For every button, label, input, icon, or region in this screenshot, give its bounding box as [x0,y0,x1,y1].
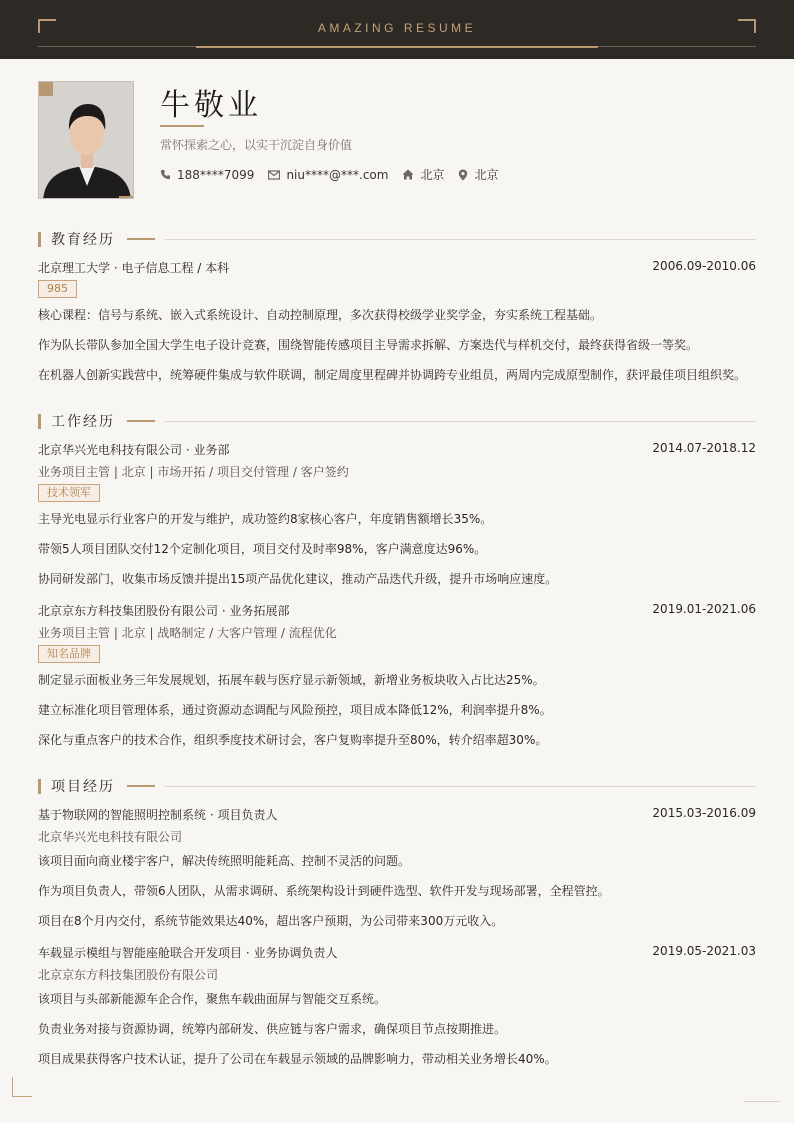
corner-ornament-bottom-left [12,1077,32,1097]
project-name: 基于物联网的智能照明控制系统 · 项目负责人 [38,808,278,822]
job-entry-header [38,602,756,619]
education-para: 核心课程：信号与系统、嵌入式系统设计、自动控制原理，多次获得校级学业奖学金，夯实系统工程基础。 [38,308,603,322]
email-text: niu****@***.com [286,167,389,182]
section-rule [165,239,756,240]
section-work [38,413,756,429]
job-para: 主导光电显示行业客户的开发与维护，成功签约8家核心客户，年度销售额增长35%。 [38,512,493,526]
project-para: 该项目面向商业楼宇客户，解决传统照明能耗高、控制不灵活的问题。 [38,854,411,868]
section-bar [38,779,41,794]
project-para: 负责业务对接与资源协调，统筹内部研发、供应链与客户需求，确保项目节点按期推进。 [38,1022,507,1036]
job-meta: 业务项目主管 | 北京 | 市场开拓 / 项目交付管理 / 客户签约 [38,465,349,479]
section-projects [38,778,756,794]
job-tag: 知名品牌 [38,645,100,663]
project-para: 作为项目负责人，带领6人团队，从需求调研、系统架构设计到硬件选型、软件开发与现场部署，全程管控。 [38,884,610,898]
job-date: 2014.07-2018.12 [652,441,756,455]
section-accent [127,238,155,240]
mail-icon [268,170,280,180]
job-entry-header [38,441,756,458]
job-company: 北京华兴光电科技有限公司 · 业务部 [38,443,230,457]
job-date: 2019.01-2021.06 [652,602,756,616]
photo-corner-accent [39,82,53,96]
job-para: 建立标准化项目管理体系，通过资源动态调配与风险预控，项目成本降低12%，利润率提升8%。 [38,703,552,717]
project-entry-header [38,944,756,961]
profile-photo [38,81,134,199]
corner-ornament-bottom-right [744,1101,780,1102]
avatar-portrait [39,82,134,199]
name-underline [160,125,204,127]
section-accent [127,420,155,422]
project-date: 2019.05-2021.03 [652,944,756,958]
header-title: AMAZING RESUME [317,21,477,35]
education-tag: 985 [38,280,77,298]
job-para: 深化与重点客户的技术合作，组织季度技术研讨会，客户复购率提升至80%，转介绍率超30%。 [38,733,548,747]
project-entry-header [38,806,756,823]
header-accent-line [196,46,598,48]
profile-slogan: 常怀探索之心，以实干沉淀自身价值 [160,138,353,152]
home-icon [402,169,414,180]
section-bar [38,414,41,429]
contact-home [402,166,444,183]
project-para: 项目成果获得客户技术认证，提升了公司在车载显示领域的品牌影响力，带动相关业务增长40%。 [38,1052,557,1066]
project-company: 北京华兴光电科技有限公司 [38,830,183,844]
project-company: 北京京东方科技集团股份有限公司 [38,968,219,982]
education-school: 北京理工大学 · 电子信息工程 / 本科 [38,261,230,275]
job-meta: 业务项目主管 | 北京 | 战略制定 / 大客户管理 / 流程优化 [38,626,337,640]
contact-email[interactable] [268,168,388,182]
phone-text: 188****7099 [177,167,255,182]
job-tag: 技术领军 [38,484,100,502]
section-title-work: 工作经历 [51,414,115,430]
project-date: 2015.03-2016.09 [652,806,756,820]
location-text: 北京 [474,168,499,182]
contact-phone[interactable] [160,168,254,182]
section-rule [165,786,756,787]
section-title-education: 教育经历 [51,232,115,248]
education-para: 作为队长带队参加全国大学生电子设计竞赛，围绕智能传感项目主导需求拆解、方案迭代与样机交付，最终获得省级一等奖。 [38,338,699,352]
section-bar [38,232,41,247]
job-para: 带领5人项目团队交付12个定制化项目，项目交付及时率98%，客户满意度达96%。 [38,542,487,556]
education-entry-header [38,259,756,276]
header-bar [0,0,794,59]
section-rule [165,421,756,422]
contact-list [160,166,512,183]
contact-location [458,166,498,183]
candidate-name: 牛敬业 [160,88,262,123]
photo-corner-accent-bottom [119,196,133,198]
section-accent [127,785,155,787]
project-para: 该项目与头部新能源车企合作，聚焦车载曲面屏与智能交互系统。 [38,992,387,1006]
education-para: 在机器人创新实践营中，统筹硬件集成与软件联调，制定周度里程碑并协调跨专业组员，两周内完成原型制作，获评最佳项目组织奖。 [38,368,747,382]
job-para: 制定显示面板业务三年发展规划，拓展车载与医疗显示新领域，新增业务板块收入占比达25%。 [38,673,545,687]
project-para: 项目在8个月内交付，系统节能效果达40%，超出客户预期，为公司带来300万元收入。 [38,914,504,928]
section-education [38,231,756,247]
job-company: 北京京东方科技集团股份有限公司 · 业务拓展部 [38,604,290,618]
location-pin-icon [458,169,468,181]
home-text: 北京 [420,168,445,182]
project-name: 车载显示模组与智能座舱联合开发项目 · 业务协调负责人 [38,946,338,960]
phone-icon [160,169,171,180]
education-date: 2006.09-2010.06 [652,259,756,273]
job-para: 协同研发部门，收集市场反馈并提出15项产品优化建议，推动产品迭代升级，提升市场响应速度。 [38,572,558,586]
section-title-projects: 项目经历 [51,779,115,795]
